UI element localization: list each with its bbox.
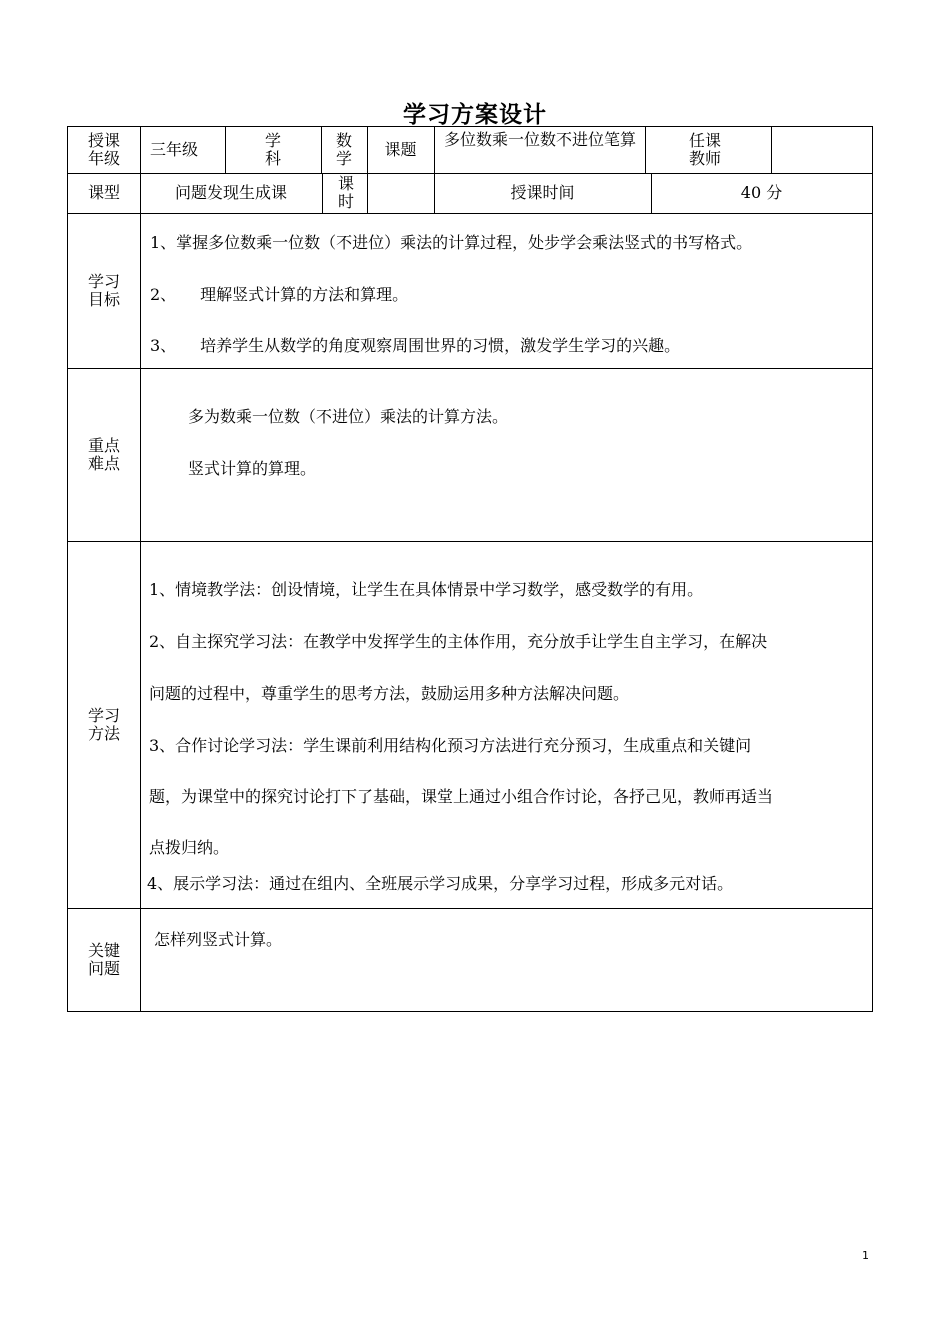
keyquestion-label-text: 关键问题	[87, 940, 120, 978]
methods-label	[68, 541, 140, 908]
row-divider	[68, 368, 872, 369]
grade-label-text: 授课年级	[87, 131, 120, 168]
teacher-label-text: 任课教师	[689, 131, 722, 168]
page-number: 1	[862, 1249, 869, 1262]
topic-value: 多位数乘一位数不进位笔算	[444, 130, 637, 149]
hours-label	[322, 173, 367, 213]
grade-value: 三年级	[150, 140, 199, 159]
subject-value-text: 数学	[335, 131, 352, 168]
time-value-text: 40 分	[740, 183, 783, 202]
method-line: 题，为课堂中的探究讨论打下了基础，课堂上通过小组合作讨论，各抒己见，教师再适当	[149, 787, 774, 806]
type-label-text: 课型	[87, 183, 120, 202]
keypoints-label	[68, 368, 140, 541]
row-divider	[68, 908, 872, 909]
type-value	[140, 173, 322, 213]
type-label	[68, 173, 140, 213]
method-line: 问题的过程中，尊重学生的思考方法，鼓励运用多种方法解决问题。	[149, 684, 630, 703]
method-line: 3、合作讨论学习法：学生课前利用结构化预习方法进行充分预习，生成重点和关键问	[149, 736, 752, 755]
goal-item: 2、 理解竖式计算的方法和算理。	[150, 285, 409, 304]
method-line: 2、自主探究学习法：在教学中发挥学生的主体作用，充分放手让学生自主学习，在解决	[149, 632, 768, 651]
time-label-text: 授课时间	[510, 183, 575, 202]
method-line: 点拨归纳。	[149, 838, 230, 857]
keypoints-label-text: 重点难点	[87, 435, 120, 473]
cell-divider	[771, 127, 772, 173]
subject-value	[321, 127, 367, 173]
keyquestion-label	[68, 908, 140, 1011]
goals-label-text: 学习目标	[87, 271, 120, 309]
keyquestion-text: 怎样列竖式计算。	[154, 930, 283, 949]
goal-item: 3、 培养学生从数学的角度观察周围世界的习惯，激发学生学习的兴趣。	[150, 336, 681, 355]
keypoint-item: 竖式计算的算理。	[188, 459, 317, 478]
topic-label-text: 课题	[384, 140, 417, 159]
goals-label	[68, 213, 140, 368]
keypoint-item: 多为数乘一位数（不进位）乘法的计算方法。	[188, 407, 509, 426]
row-divider	[68, 541, 872, 542]
page-title: 学习方案设计	[403, 102, 547, 128]
methods-label-text: 学习方法	[87, 705, 120, 743]
hours-label-text: 课时	[337, 174, 354, 211]
teacher-label	[645, 127, 771, 173]
grade-label	[68, 127, 140, 173]
topic-label	[367, 127, 434, 173]
subject-label	[225, 127, 321, 173]
goal-item: 1、掌握多位数乘一位数（不进位）乘法的计算过程，处步学会乘法竖式的书写格式。	[150, 233, 753, 252]
method-line: 4、展示学习法：通过在组内、全班展示学习成果，分享学习过程，形成多元对话。	[147, 874, 734, 893]
subject-label-text: 学科	[264, 131, 281, 168]
time-value	[651, 173, 872, 213]
type-value-text: 问题发现生成课	[174, 183, 287, 202]
row-divider	[68, 213, 872, 214]
method-line: 1、情境教学法：创设情境，让学生在具体情景中学习数学，感受数学的有用。	[149, 580, 704, 599]
label-column-divider	[140, 127, 141, 1011]
lesson-plan-table	[67, 126, 873, 1012]
time-label	[434, 173, 651, 213]
